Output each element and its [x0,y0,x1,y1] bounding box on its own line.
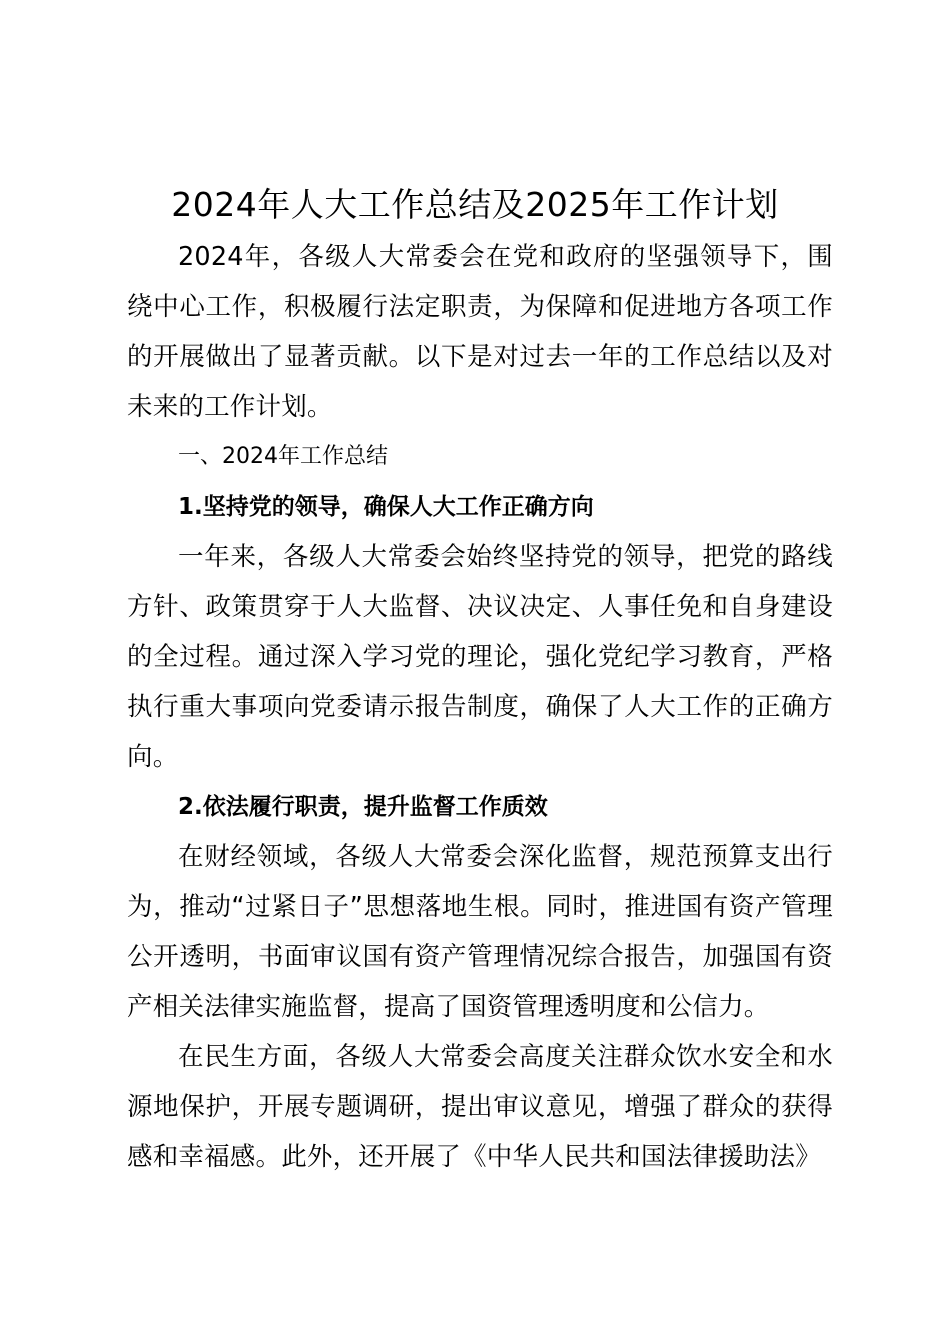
paragraph-finance-supervision: 在财经领域，各级人大常委会深化监督，规范预算支出行为，推动“过紧日子”思想落地生根。同时，推进国有资产管理公开透明，书面审议国有资产管理情况综合报告，加强国有资产相关法律实施监督，提高了国资管理透明度和公信力。 [127,842,833,1022]
subheading-party-leadership: 1.坚持党的领导，确保人大工作正确方向 [178,494,594,520]
paragraph-party-leadership: 一年来，各级人大常委会始终坚持党的领导，把党的路线方针、政策贯穿于人大监督、决议决定、人事任免和自身建设的全过程。通过深入学习党的理论，强化党纪学习教育，严格执行重大事项向党委请示报告制度，确保了人大工作的正确方向。 [127,542,833,772]
document-body [127,232,833,1182]
paragraph-livelihood: 在民生方面，各级人大常委会高度关注群众饮水安全和水源地保护，开展专题调研，提出审议意见，增强了群众的获得感和幸福感。此外，还开展了《中华人民共和国法律援助法》 [127,1042,833,1172]
subheading-supervision: 2.依法履行职责，提升监督工作质效 [178,794,548,820]
intro-paragraph: 2024年，各级人大常委会在党和政府的坚强领导下，围绕中心工作，积极履行法定职责，为保障和促进地方各项工作的开展做出了显著贡献。以下是对过去一年的工作总结以及对未来的工作计划。 [127,242,833,422]
section-heading-summary: 一、2024年工作总结 [178,444,388,469]
document-title: 2024年人大工作总结及2025年工作计划 [171,185,779,224]
